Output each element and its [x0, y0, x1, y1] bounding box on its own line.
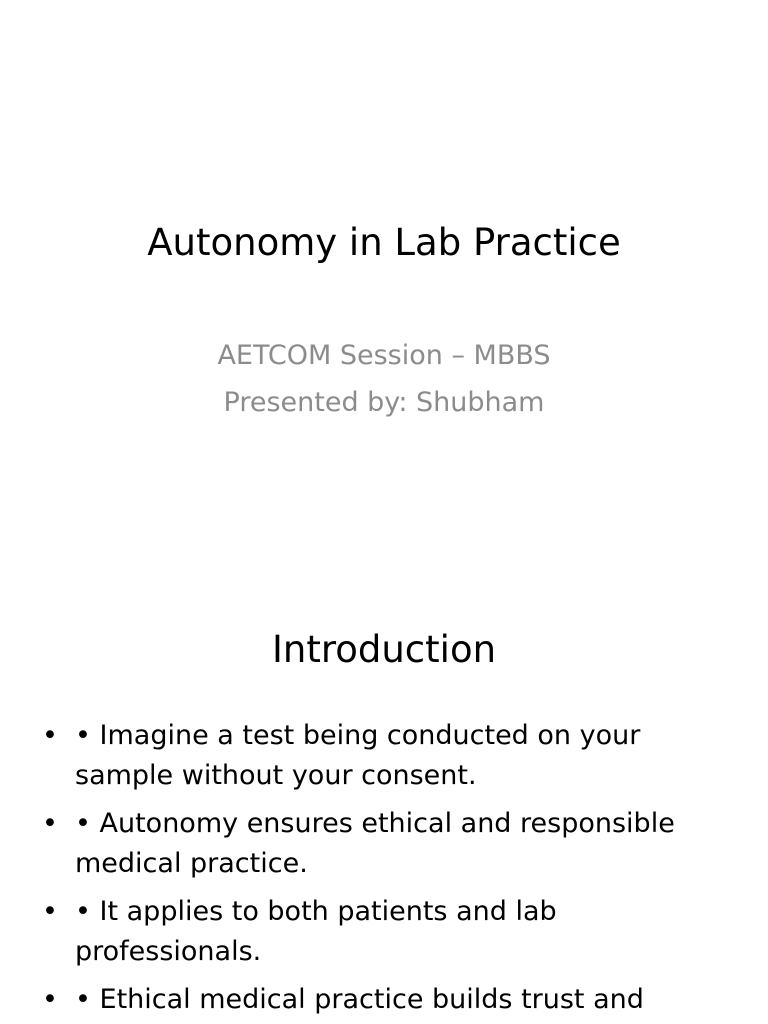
subtitle-line-presenter: Presented by: Shubham	[223, 387, 545, 418]
subtitle-line-session: AETCOM Session – MBBS	[217, 340, 551, 371]
slide-subtitle	[0, 332, 768, 426]
bullet-item	[40, 980, 730, 1020]
introduction-slide	[0, 576, 768, 1024]
bullet-marker: •	[42, 720, 58, 751]
bullet-item	[40, 892, 730, 972]
bullet-list	[40, 716, 730, 1024]
slide-title: Introduction	[271, 628, 497, 671]
bullet-item	[40, 804, 730, 884]
slide-title: Autonomy in Lab Practice	[147, 221, 621, 264]
bullet-marker: •	[42, 896, 58, 927]
bullet-text: • Imagine a test being conducted on your sample without your consent.	[75, 720, 641, 791]
bullet-text: • Ethical medical practice builds trust and	[75, 984, 644, 1015]
bullet-marker: •	[42, 808, 58, 839]
bullet-marker: •	[42, 984, 58, 1015]
bullet-item	[40, 716, 730, 796]
bullet-text: • It applies to both patients and lab professionals.	[75, 896, 557, 967]
bullet-text: • Autonomy ensures ethical and responsible medical practice.	[75, 808, 675, 879]
